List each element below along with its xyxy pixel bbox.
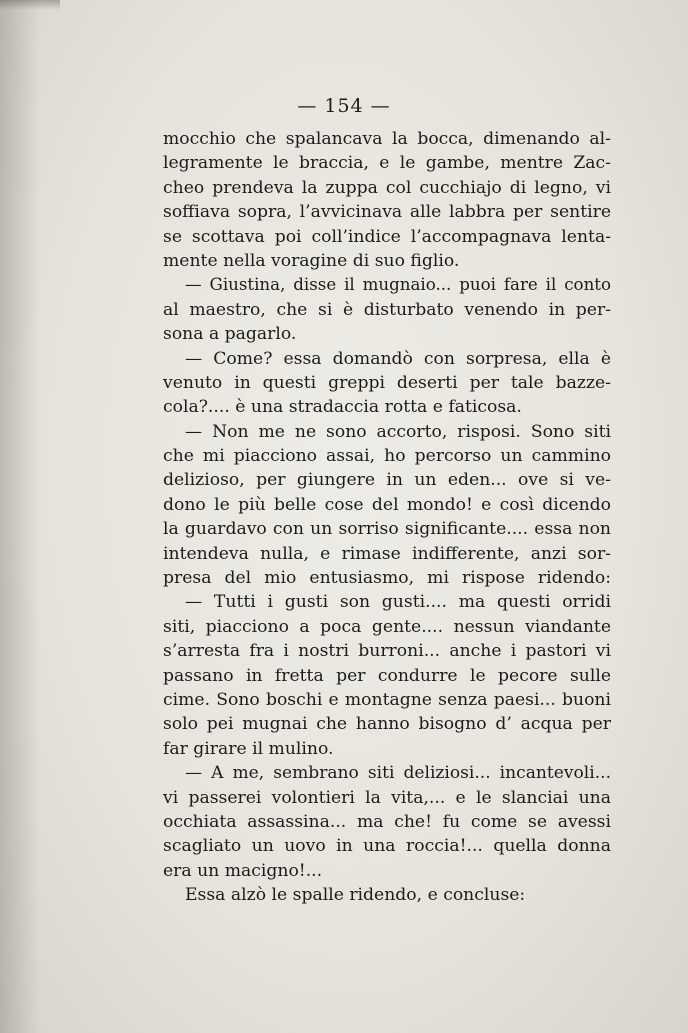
text-line: cola?.... è una stradaccia rotta e faticosa.	[163, 397, 522, 418]
text-line: vi passerei volontieri la vita,... e le slanciai una	[163, 787, 611, 808]
text-line: — Non me ne sono accorto, risposi. Sono siti	[185, 421, 611, 442]
text-line: venuto in questi greppi deserti per tale bazze-	[163, 372, 611, 393]
text-line: — Come? essa domandò con sorpresa, ella è	[185, 348, 611, 369]
text-line: siti, piacciono a poca gente.... nessun viandante	[163, 616, 611, 637]
text-line: intendeva nulla, e rimase indifferente, anzi sor-	[163, 543, 611, 564]
text-line: far girare il mulino.	[163, 738, 334, 759]
text-line: legramente le braccia, e le gambe, mentre Zac-	[163, 153, 611, 174]
text-line: scagliato un uovo in una roccia!... quella donna	[163, 836, 611, 857]
text-line: cime. Sono boschi e montagne senza paesi... buoni	[163, 689, 611, 710]
page-number-header: — 154 —	[297, 95, 391, 117]
text-line: sona a pagarlo.	[163, 324, 297, 345]
text-line: la guardavo con un sorriso significante.... essa non	[163, 519, 611, 540]
text-line: occhiata assassina... ma che! fu come se avessi	[163, 811, 611, 832]
text-line: dono le più belle cose del mondo! e così dicendo	[163, 494, 611, 515]
text-line: delizioso, per giungere in un eden... ove si ve-	[163, 470, 611, 491]
text-line: — Tutti i gusti son gusti.... ma questi orridi	[185, 592, 611, 613]
text-line: Essa alzò le spalle ridendo, e concluse:	[185, 885, 526, 906]
text-line: mente nella voragine di suo figlio.	[163, 250, 460, 271]
text-line: passano in fretta per condurre le pecore sulle	[163, 665, 611, 686]
text-line: solo pei mugnai che hanno bisogno d’ acqua per	[163, 714, 611, 735]
text-line: che mi piacciono assai, ho percorso un cammino	[163, 446, 611, 467]
text-line: mocchio che spalancava la bocca, dimenando al-	[163, 129, 611, 149]
text-line: cheo prendeva la zuppa col cucchiajo di legno, vi	[163, 177, 611, 198]
text-line: soffiava sopra, l’avvicinava alle labbra per sentire	[163, 202, 611, 223]
text-line: se scottava poi coll’indice l’accompagnava lenta-	[163, 226, 611, 247]
text-line: al maestro, che si è disturbato venendo in per-	[163, 299, 611, 320]
text-line: era un macigno!...	[163, 860, 323, 881]
text-line: s’arresta fra i nostri burroni... anche i pastori vi	[163, 641, 611, 662]
body-text	[163, 127, 611, 908]
text-line: — A me, sembrano siti deliziosi... incantevoli...	[185, 763, 611, 784]
text-line: presa del mio entusiasmo, mi rispose ridendo:	[163, 568, 611, 589]
text-line: — Giustina, disse il mugnaio... puoi fare il conto	[185, 275, 611, 295]
